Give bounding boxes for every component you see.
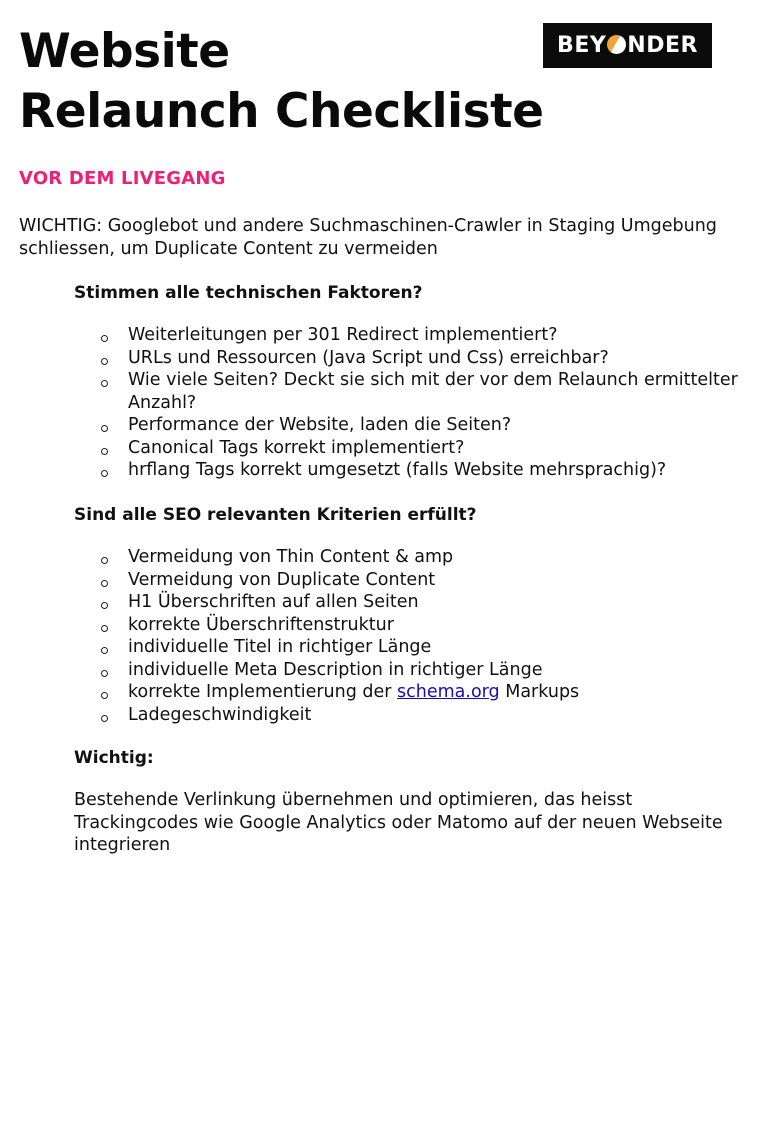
- circle-bullet-icon: [101, 557, 108, 564]
- circle-bullet-icon: [101, 692, 108, 699]
- list-item: [74, 704, 754, 727]
- list-item-text: URLs und Ressourcen (Java Script und Css) erreichbar?: [128, 347, 609, 368]
- technical-section: [74, 282, 754, 482]
- list-item-text: Weiterleitungen per 301 Redirect implementiert?: [128, 325, 558, 345]
- list-item-text: Vermeidung von Thin Content & amp: [128, 547, 454, 567]
- important-section: [74, 747, 754, 857]
- circle-bullet-icon: [101, 602, 108, 609]
- technical-list: [74, 324, 754, 482]
- list-item-text: hrflang Tags korrekt umgesetzt (falls Website mehrsprachig)?: [128, 460, 667, 480]
- technical-heading: Stimmen alle technischen Faktoren?: [74, 283, 423, 303]
- list-item-text: Canonical Tags korrekt implementiert?: [128, 437, 465, 458]
- list-item: [74, 459, 754, 482]
- logo-text-start: BEY: [557, 33, 607, 58]
- schema-org-link[interactable]: schema.org: [397, 682, 500, 702]
- circle-bullet-icon: [101, 358, 108, 365]
- circle-bullet-icon: [101, 670, 108, 677]
- list-item: [74, 659, 754, 682]
- seo-list: [74, 546, 754, 726]
- circle-bullet-icon: [101, 580, 108, 587]
- list-item: [74, 369, 754, 414]
- intro-warning: WICHTIG: Googlebot und andere Suchmaschinen-Crawler in Staging Umgebung schliessen, um Duplicate Content zu vermeiden: [19, 216, 717, 259]
- list-item: [74, 681, 754, 704]
- list-item: [74, 591, 754, 614]
- page-title-line-2: Relaunch Checkliste: [19, 84, 544, 139]
- circle-bullet-icon: [101, 715, 108, 722]
- circle-bullet-icon: [101, 335, 108, 342]
- circle-bullet-icon: [101, 625, 108, 632]
- circle-bullet-icon: [101, 380, 108, 387]
- circle-bullet-icon: [101, 425, 108, 432]
- list-item-text: individuelle Meta Description in richtiger Länge: [128, 659, 543, 680]
- list-item: [74, 636, 754, 659]
- list-item-text: Vermeidung von Duplicate Content: [128, 569, 436, 590]
- page-title: [19, 22, 543, 142]
- list-item: [74, 324, 754, 347]
- important-heading: Wichtig:: [74, 748, 154, 768]
- logo-wordmark: [557, 33, 698, 58]
- seo-section: [74, 504, 754, 726]
- list-item: [74, 614, 754, 637]
- logo-o-icon: [607, 35, 626, 54]
- beyonder-logo: [543, 23, 712, 68]
- important-text: Bestehende Verlinkung übernehmen und optimieren, das heisst Trackingcodes wie Google Analytics oder Matomo auf der neuen Webseite integrieren: [74, 790, 723, 855]
- list-item: [74, 546, 754, 569]
- list-item-text: individuelle Titel in richtiger Länge: [128, 637, 432, 657]
- list-item: [74, 347, 754, 370]
- list-item-text: Wie viele Seiten? Deckt sie sich mit der vor dem Relaunch ermittelter Anzahl?: [128, 370, 738, 413]
- circle-bullet-icon: [101, 448, 108, 455]
- schema-item-before: korrekte Implementierung der: [128, 682, 398, 702]
- seo-heading: Sind alle SEO relevanten Kriterien erfüllt?: [74, 505, 477, 525]
- list-item-text: H1 Überschriften auf allen Seiten: [128, 592, 419, 612]
- list-item: [74, 569, 754, 592]
- list-item: [74, 414, 754, 437]
- section-heading: VOR DEM LIVEGANG: [19, 168, 226, 189]
- list-item-text: korrekte Überschriftenstruktur: [128, 614, 394, 635]
- circle-bullet-icon: [101, 647, 108, 654]
- circle-bullet-icon: [101, 470, 108, 477]
- page-title-line-1: Website: [19, 24, 230, 79]
- schema-item-after: Markups: [499, 682, 580, 702]
- list-item: [74, 437, 754, 460]
- logo-text-end: NDER: [627, 33, 698, 58]
- list-item-text: Performance der Website, laden die Seiten?: [128, 415, 512, 435]
- list-item-text: Ladegeschwindigkeit: [128, 704, 312, 725]
